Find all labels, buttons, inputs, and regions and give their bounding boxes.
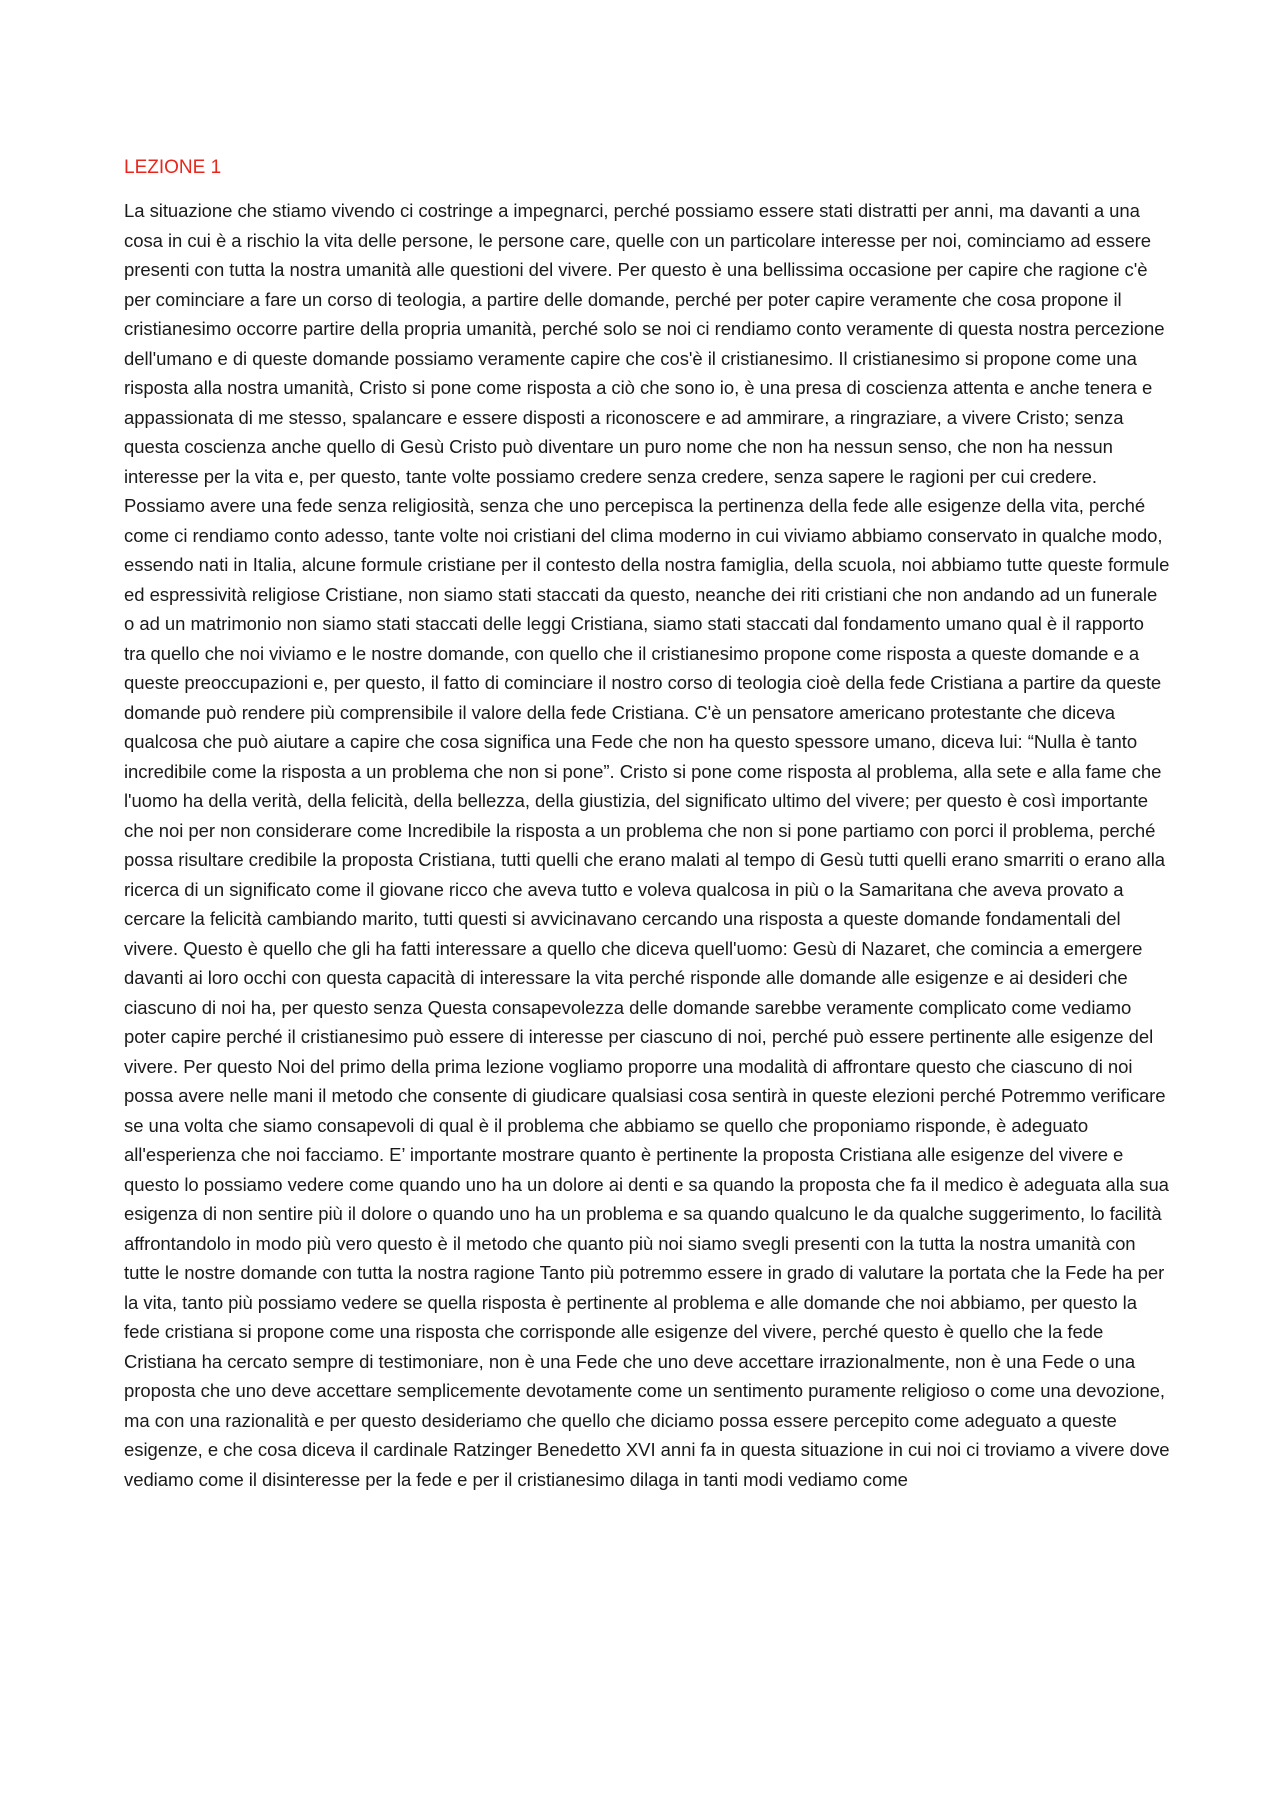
body-paragraph: La situazione che stiamo vivendo ci costringe a impegnarci, perché possiamo essere stati distratti per anni, ma davanti a una cosa in cui è a rischio la vita delle persone, le persone care, quelle con un particolare interesse per noi, cominciamo ad essere presenti con tutta la nostra umanità alle questioni del vivere. Per questo è una bellissima occasione per capire che ragione c'è per cominciare a fare un corso di teologia, a partire delle domande, perché per poter capire veramente che cosa propone il cristianesimo occorre partire della propria umanità, perché solo se noi ci rendiamo conto veramente di questa nostra percezione dell'umano e di queste domande possiamo veramente capire che cos'è il cristianesimo. Il cristianesimo si propone come una risposta alla nostra umanità, Cristo si pone come risposta a ciò che sono io, è una presa di coscienza attenta e anche tenera e appassionata di me stesso, spalancare e essere disposti a riconoscere e ad ammirare, a ringraziare, a vivere Cristo; senza questa coscienza anche quello di Gesù Cristo può diventare un puro nome che non ha nessun senso, che non ha nessun interesse per la vita e, per questo, tante volte possiamo credere senza credere, senza sapere le ragioni per cui credere. Possiamo avere una fede senza religiosità, senza che uno percepisca la pertinenza della fede alle esigenze della vita, perché come ci rendiamo conto adesso, tante volte noi cristiani del clima moderno in cui viviamo abbiamo conservato in qualche modo, essendo nati in Italia, alcune formule cristiane per il contesto della nostra famiglia, della scuola, noi abbiamo tutte queste formule ed espressività religiose Cristiane, non siamo stati staccati da questo, neanche dei riti cristiani che non andando ad un funerale o ad un matrimonio non siamo stati staccati delle leggi Cristiana, siamo stati staccati dal fondamento umano qual è il rapporto tra quello che noi viviamo e le nostre domande, con quello che il cristianesimo propone come risposta a queste domande e a queste preoccupazioni e, per questo, il fatto di cominciare il nostro corso di teologia cioè della fede Cristiana a partire da queste domande può rendere più comprensibile il valore della fede Cristiana. C'è un pensatore americano protestante che diceva qualcosa che può aiutare a capire che cosa significa una Fede che non ha questo spessore umano, diceva lui: “Nulla è tanto incredibile come la risposta a un problema che non si pone”. Cristo si pone come risposta al problema, alla sete e alla fame che l'uomo ha della verità, della felicità, della bellezza, della giustizia, del significato ultimo del vivere; per questo è così importante che noi per non considerare come Incredibile la risposta a un problema che non si pone partiamo con porci il problema, perché possa risultare credibile la proposta Cristiana, tutti quelli che erano malati al tempo di Gesù tutti quelli erano smarriti o erano alla ricerca di un significato come il giovane ricco che aveva tutto e voleva qualcosa in più o la Samaritana che aveva provato a cercare la felicità cambiando marito, tutti questi si avvicinavano cercando una risposta a queste domande fondamentali del vivere. Questo è quello che gli ha fatti interessare a quello che diceva quell'uomo: Gesù di Nazaret, che comincia a emergere davanti ai loro occhi con questa capacità di interessare la vita perché risponde alle domande alle esigenze e ai desideri che ciascuno di noi ha, per questo senza Questa consapevolezza delle domande sarebbe veramente complicato come vediamo poter capire perché il cristianesimo può essere di interesse per ciascuno di noi, perché può essere pertinente alle esigenze del vivere. Per questo Noi del primo della prima lezione vogliamo proporre una modalità di affrontare questo che ciascuno di noi possa avere nelle mani il metodo che consente di giudicare qualsiasi cosa sentirà in queste elezioni perché Potremmo verificare se una volta che siamo consapevoli di qual è il problema che abbiamo se quello che proponiamo risponde, è adeguato all'esperienza che noi facciamo. E’ importante mostrare quanto è pertinente la proposta Cristiana alle esigenze del vivere e questo lo possiamo vedere come quando uno ha un dolore ai denti e sa quando la proposta che fa il medico è adeguata alla sua esigenza di non sentire più il dolore o quando uno ha un problema e sa quando qualcuno le da qualche suggerimento, lo facilità affrontandolo in modo più vero questo è il metodo che quanto più noi siamo svegli presenti con la tutta la nostra umanità con tutte le nostre domande con tutta la nostra ragione Tanto più potremmo essere in grado di valutare la portata che la Fede ha per la vita, tanto più possiamo vedere se quella risposta è pertinente al problema e alle domande che noi abbiamo, per questo la fede cristiana si propone come una risposta che corrisponde alle esigenze del vivere, perché questo è quello che la fede Cristiana ha cercato sempre di testimoniare, non è una Fede che uno deve accettare irrazionalmente, non è una Fede o una proposta che uno deve accettare semplicemente devotamente come un sentimento puramente religioso o come una devozione, ma con una razionalità e per questo desideriamo che quello che diciamo possa essere percepito come adeguato a queste esigenze, e che cosa diceva il cardinale Ratzinger Benedetto XVI anni fa in questa situazione in cui noi ci troviamo a vivere dove vediamo come il disinteresse per la fede e per il cristianesimo dilaga in tanti modi vediamo come xyxy=(124,200,1170,1490)
document-page xyxy=(124,150,1170,1494)
lesson-heading: LEZIONE 1 xyxy=(124,157,222,178)
